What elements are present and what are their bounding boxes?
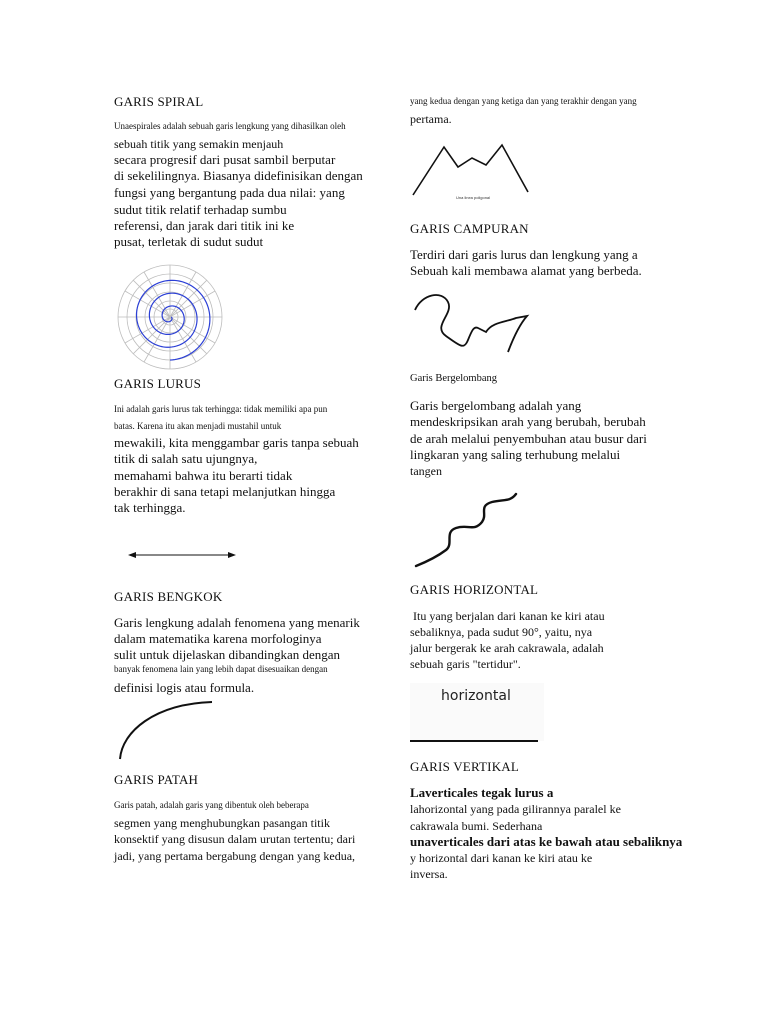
text-line: Garis lengkung adalah fenomena yang menarik [114, 615, 360, 630]
vertikal-heading: GARIS VERTIKAL [410, 759, 520, 774]
text-line: sulit untuk dijelaskan dibandingkan dengan [114, 647, 341, 662]
text-line: dalam matematika karena morfologinya [114, 631, 322, 646]
text-line: fungsi yang bergantung pada dua nilai: yang [114, 185, 345, 200]
text-line: memahami bahwa itu berarti tidak [114, 468, 293, 483]
text-line: lingkaran yang saling terhubung melalui [410, 447, 621, 462]
text-line: mendeskripsikan arah yang berubah, berubah [410, 414, 646, 429]
text-line: batas. Karena itu akan menjadi mustahil untuk [114, 421, 282, 431]
text-line: sebaliknya, pada sudut 90°, yaitu, nya [410, 625, 593, 639]
straight-line-diagram [124, 546, 240, 564]
text-line: Ini adalah garis lurus tak terhingga: tidak memiliki apa pun [114, 404, 328, 414]
text-line: sebuah garis "tertidur". [410, 657, 521, 671]
text-line: unaverticales dari atas ke bawah atau sebaliknya [410, 834, 683, 849]
polygonal-caption: Una linea poligonal [456, 195, 491, 200]
horizontal-image-label: horizontal [441, 688, 511, 704]
text-line: Laverticales tegak lurus a [410, 785, 554, 800]
text-line: di sekelilingnya. Biasanya didefinisikan dengan [114, 168, 363, 183]
text-line: cakrawala bumi. Sederhana [410, 819, 543, 833]
wavy-line-diagram [412, 490, 526, 570]
text-line: Garis patah, adalah garis yang dibentuk oleh beberapa [114, 800, 309, 810]
text-line: konsektif yang disusun dalam urutan tertentu; dari [114, 832, 356, 846]
horizontal-line [410, 740, 538, 742]
spiral-diagram [114, 261, 226, 373]
text-line: berakhir di sana tetapi melanjutkan hingga [114, 484, 336, 499]
text-line: de arah melalui penyembuhan atau busur dari [410, 431, 647, 446]
text-line: secara progresif dari pusat sambil berputar [114, 152, 336, 167]
text-line: pusat, terletak di sudut sudut [114, 234, 264, 249]
campuran-heading: GARIS CAMPURAN [410, 221, 529, 236]
patah-heading: GARIS PATAH [114, 772, 199, 787]
text-line: mewakili, kita menggambar garis tanpa sebuah [114, 435, 359, 450]
text-line: Itu yang berjalan dari kanan ke kiri atau [410, 609, 605, 623]
text-line: sudut titik relatif terhadap sumbu [114, 202, 287, 217]
spiral-heading: GARIS SPIRAL [114, 94, 204, 109]
text-line: inversa. [410, 867, 448, 881]
bergelombang-heading: Garis Bergelombang [410, 373, 497, 384]
curved-line-diagram [114, 698, 216, 762]
text-line: tak terhingga. [114, 500, 186, 515]
text-line: Unaespirales adalah sebuah garis lengkung yang dihasilkan oleh [114, 121, 346, 131]
text-line: definisi logis atau formula. [114, 680, 255, 695]
text-line: jadi, yang pertama bergabung dengan yang kedua, [114, 849, 356, 863]
lurus-heading: GARIS LURUS [114, 376, 202, 391]
text-line: referensi, dan jarak dari titik ini ke [114, 218, 295, 233]
text-line: Sebuah kali membawa alamat yang berbeda. [410, 263, 642, 278]
text-line: sebuah titik yang semakin menjauh [114, 137, 284, 151]
text-line: Terdiri dari garis lurus dan lengkung yang a [410, 247, 638, 262]
text-line: tangen [410, 464, 442, 478]
text-line: jalur bergerak ke arah cakrawala, adalah [410, 641, 604, 655]
horizontal-image [410, 683, 544, 741]
text-line: lahorizontal yang pada gilirannya paralel ke [410, 802, 621, 816]
text-line: titik di salah satu ujungnya, [114, 451, 258, 466]
text-line: Garis bergelombang adalah yang [410, 398, 582, 413]
text-line: pertama. [410, 112, 452, 126]
text-line: yang kedua dengan yang ketiga dan yang terakhir dengan yang [410, 96, 637, 106]
polygonal-line-diagram [410, 140, 542, 202]
mixed-line-diagram [412, 292, 534, 356]
text-line: segmen yang menghubungkan pasangan titik [114, 816, 330, 830]
bengkok-heading: GARIS BENGKOK [114, 589, 223, 604]
text-line: y horizontal dari kanan ke kiri atau ke [410, 851, 593, 865]
horizontal-heading: GARIS HORIZONTAL [410, 582, 539, 597]
text-line: banyak fenomena lain yang lebih dapat disesuaikan dengan [114, 664, 328, 674]
